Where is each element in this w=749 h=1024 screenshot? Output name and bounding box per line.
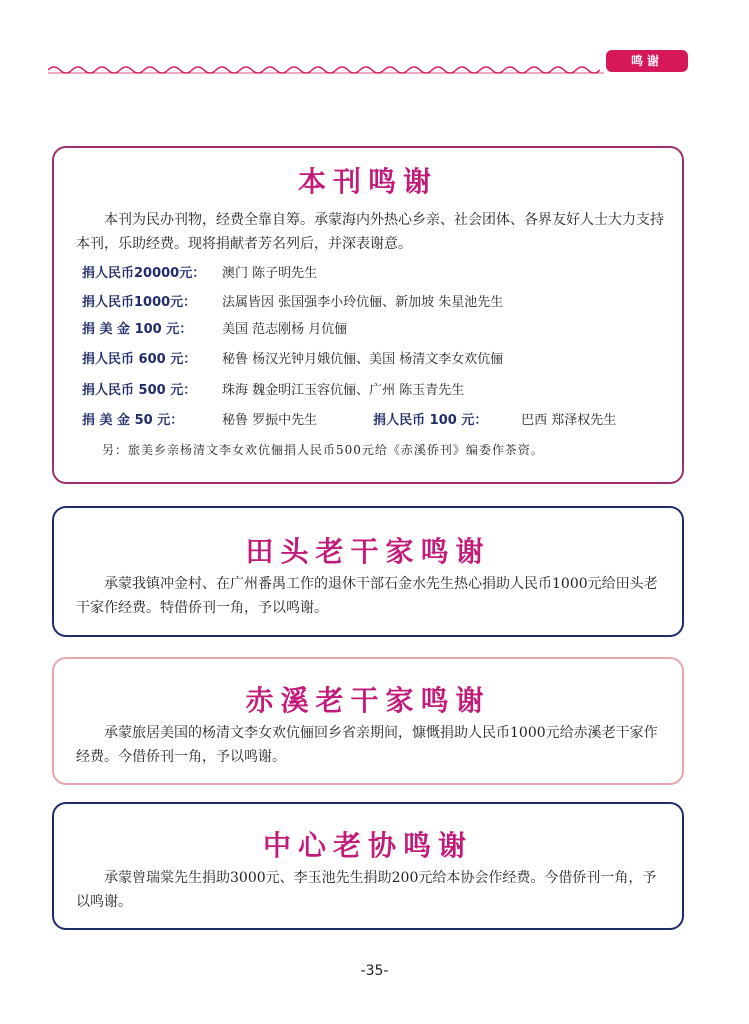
donor-row: [82, 379, 464, 398]
donor-note: 另：旅美乡亲杨清文李女欢伉俪捐人民币500元给《赤溪侨刊》编委作茶资。: [102, 443, 544, 457]
box-title: 赤溪老干家鸣谢: [245, 684, 491, 717]
donor-label: 捐人民币1000元：: [82, 295, 197, 310]
donor-names: 美国 范志刚杨 月伉俪: [222, 322, 348, 337]
body-paragraph: 承蒙曾瑞棠先生捐助3000元、李玉池先生捐助200元给本协会作经费。今借侨刊一角，予以鸣谢。: [76, 870, 657, 910]
donor-row: [82, 409, 616, 428]
intro-paragraph: 本刊为民办刊物，经费全靠自筹。承蒙海内外热心乡亲、社会团体、各界友好人士大力支持本刊，乐助经费。现将捐献者芳名列后，并深表谢意。: [76, 212, 664, 252]
box-title: 田头老干家鸣谢: [245, 535, 491, 568]
section-tab: 鸣谢: [606, 50, 688, 72]
acknowledgement-box-tiantou: [52, 506, 684, 637]
donor-label: 捐人民币20000元：: [82, 266, 206, 281]
page-number: -35-: [360, 963, 389, 979]
donor-names: 巴西 郑泽权先生: [521, 413, 617, 428]
box-title: 本刊鸣谢: [297, 165, 438, 198]
body-paragraph: 承蒙旅居美国的杨清文李女欢伉俪回乡省亲期间，慷慨捐助人民币1000元给赤溪老干家作经费。今借侨刊一角，予以鸣谢。: [76, 725, 658, 765]
body-paragraph: 承蒙我镇冲金村、在广州番禺工作的退休干部石金水先生热心捐助人民币1000元给田头老干家作经费。特借侨刊一角，予以鸣谢。: [76, 576, 658, 616]
donor-names: 法属皆因 张国强李小玲伉俪、新加坡 朱星池先生: [222, 295, 504, 310]
donor-names: 珠海 魏金明江玉容伉俪、广州 陈玉青先生: [222, 383, 465, 398]
acknowledgement-box-chixi: [52, 657, 684, 785]
donor-names: 澳门 陈子明先生: [222, 266, 318, 281]
donor-row: [82, 318, 347, 337]
acknowledgement-box-journal: [52, 146, 684, 484]
donor-label: 捐 美 金 100 元：: [82, 322, 193, 337]
donor-label: 捐 美 金 50 元：: [82, 413, 184, 428]
box-title: 中心老协鸣谢: [262, 829, 473, 862]
donor-row: [82, 291, 503, 310]
donor-row: [82, 348, 503, 367]
donor-label: 捐人民币 500 元：: [82, 383, 197, 398]
donor-names: 秘鲁 罗振中先生: [222, 413, 318, 428]
donor-label: 捐人民币 600 元：: [82, 352, 197, 367]
decorative-wave-line: [48, 64, 604, 76]
donor-row: [82, 262, 317, 281]
donor-names: 秘鲁 杨汉光钟月娥伉俪、美国 杨清文李女欢伉俪: [222, 352, 504, 367]
acknowledgement-box-center: [52, 802, 684, 930]
donor-label: 捐人民币 100 元：: [373, 413, 488, 428]
